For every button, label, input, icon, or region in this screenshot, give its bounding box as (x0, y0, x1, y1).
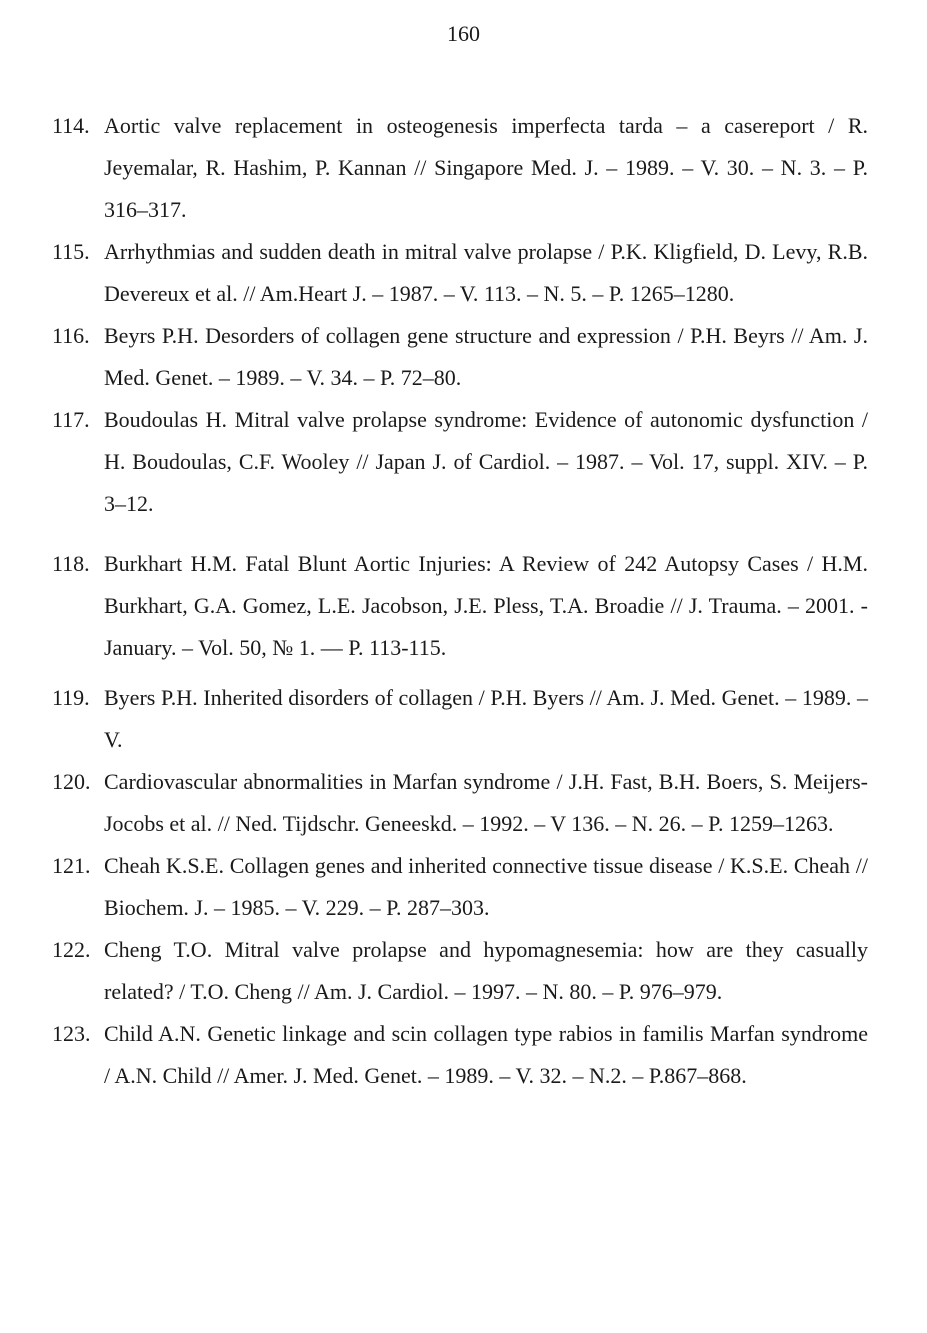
reference-item (0, 929, 868, 1013)
reference-text: Aortic valve replacement in osteogenesis imperfecta tarda – a casereport / R. Jeyemalar, R. Hashim, P. Kannan // Singapore Med. J. – 1989. – V. 30. – N. 3. – P. 316–317. (104, 113, 868, 222)
reference-number: 118. (52, 551, 90, 576)
reference-item (0, 315, 868, 399)
reference-list (0, 105, 927, 1097)
reference-text: Cheng T.O. Mitral valve prolapse and hypomagnesemia: how are they casually related? / T.O. Cheng // Am. J. Cardiol. – 1997. – N. 80. – P. 976–979. (104, 937, 868, 1004)
reference-number: 117. (52, 407, 90, 432)
reference-number: 121. (52, 853, 91, 878)
reference-item (0, 761, 868, 845)
reference-number: 120. (52, 769, 91, 794)
reference-item (0, 677, 868, 761)
reference-item (0, 845, 868, 929)
reference-text: Beyrs P.H. Desorders of collagen gene structure and expression / P.H. Beyrs // Am. J. Med. Genet. – 1989. – V. 34. – P. 72–80. (104, 323, 868, 390)
reference-number: 114. (52, 113, 90, 138)
reference-text: Byers P.H. Inherited disorders of collagen / P.H. Byers // Am. J. Med. Genet. – 1989. – V. (104, 685, 868, 752)
page-number: 160 (447, 21, 480, 46)
reference-text: Cardiovascular abnormalities in Marfan syndrome / J.H. Fast, B.H. Boers, S. Meijers-Jocobs et al. // Ned. Tijdschr. Geneeskd. – 1992. – V 136. – N. 26. – P. 1259–1263. (104, 769, 868, 836)
reference-number: 119. (52, 685, 90, 710)
reference-item (0, 105, 868, 231)
reference-number: 115. (52, 239, 90, 264)
reference-text: Child A.N. Genetic linkage and scin collagen type rabios in familis Marfan syndrome / A.N. Child // Amer. J. Med. Genet. – 1989. – V. 32. – N.2. – P.867–868. (104, 1021, 868, 1088)
reference-text: Cheah K.S.E. Collagen genes and inherited connective tissue disease / K.S.E. Cheah // Biochem. J. – 1985. – V. 229. – P. 287–303. (104, 853, 868, 920)
reference-text: Arrhythmias and sudden death in mitral valve prolapse / P.K. Kligfield, D. Levy, R.B. Devereux et al. // Am.Heart J. – 1987. – V. 113. – N. 5. – P. 1265–1280. (104, 239, 868, 306)
reference-item (0, 231, 868, 315)
reference-number: 122. (52, 937, 91, 962)
reference-item (0, 399, 868, 525)
reference-number: 123. (52, 1021, 91, 1046)
reference-item (0, 543, 868, 669)
reference-number: 116. (52, 323, 90, 348)
reference-item (0, 1013, 868, 1097)
reference-text: Boudoulas H. Mitral valve prolapse syndrome: Evidence of autonomic dysfunction / H. Boudoulas, C.F. Wooley // Japan J. of Cardiol. – 1987. – Vol. 17, suppl. XIV. – P. 3–12. (104, 407, 868, 516)
reference-text: Burkhart H.M. Fatal Blunt Aortic Injuries: A Review of 242 Autopsy Cases / H.M. Burkhart, G.A. Gomez, L.E. Jacobson, J.E. Pless, T.A. Broadie // J. Trauma. – 2001. - January. – Vol. 50, № 1. — P. 113-115. (104, 551, 868, 660)
